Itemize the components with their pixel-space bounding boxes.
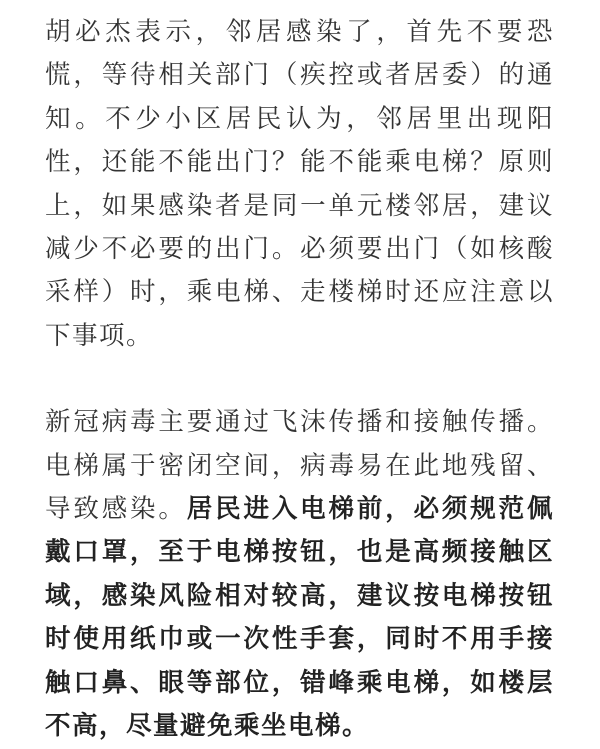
paragraph-2-text: 新冠病毒主要通过飞沫传播和接触传播。电梯属于密闭空间，病毒易在此地残留、导致感染。 [45,407,554,525]
paragraph-elevator-advice [45,401,554,748]
paragraph-1-text: 胡必杰表示，邻居感染了，首先不要恐慌，等待相关部门（疾控或者居委）的通知。不少小区居民认为，邻居里出现阳性，还能不能出门？能不能乘电梯？原则上，如果感染者是同一单元楼邻居，建议减少不必要的出门。必须要出门（如核酸采样）时，乘电梯、走楼梯时还应注意以下事项。 [45,17,554,351]
paragraph-2-bold-text: 居民进入电梯前，必须规范佩戴口罩，至于电梯按钮，也是高频接触区域，感染风险相对较高，建议按电梯按钮时使用纸巾或一次性手套，同时不用手接触口鼻、眼等部位，错峰乘电梯，如楼层不高，尽量避免乘坐电梯。 [45,494,554,742]
paragraph-neighbor-infection [45,11,554,358]
